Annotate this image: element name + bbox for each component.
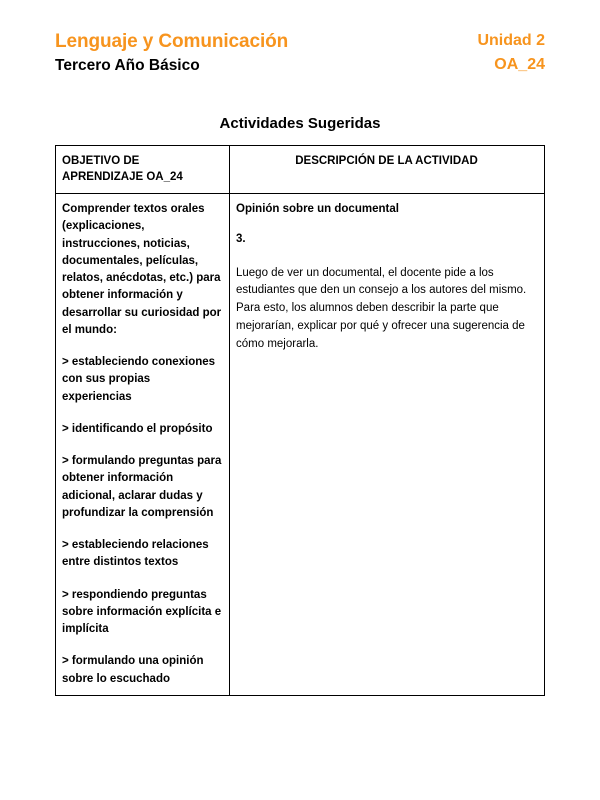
objective-bullet: > estableciendo relaciones entre distintos textos <box>62 539 209 569</box>
grade-title: Tercero Año Básico <box>55 56 200 74</box>
objective-bullet: > identificando el propósito <box>62 422 213 435</box>
objective-intro: Comprender textos orales (explicaciones, instrucciones, noticias, documentales, películas, relatos, anécdotas, etc.) para obtener información y desarrollar su curiosidad por el mundo: <box>62 203 222 336</box>
section-title: Actividades Sugeridas <box>219 114 381 132</box>
unit-title: Unidad 2 <box>477 32 545 49</box>
objective-cell <box>56 194 230 696</box>
oa-code-title: OA_24 <box>494 56 545 73</box>
table-header-row <box>56 145 545 193</box>
header-left-group <box>55 30 288 77</box>
activity-body: Luego de ver un documental, el docente pide a los estudiantes que den un consejo a los autores del mismo. Para esto, los alumnos deben describir la parte que mejorarían, explicar por qué y ofrecer una sugerencia de cómo mejorarla. <box>236 266 527 350</box>
activity-title: Opinión sobre un documental <box>236 203 399 216</box>
subject-title: Lenguaje y Comunicación <box>55 31 289 52</box>
activity-number: 3. <box>236 232 246 245</box>
header-right-group <box>477 30 545 76</box>
description-cell <box>230 194 545 696</box>
objective-bullet: > formulando preguntas para obtener información adicional, aclarar dudas y profundizar la comprensión <box>62 455 222 519</box>
column-header-description: DESCRIPCIÓN DE LA ACTIVIDAD <box>230 145 545 193</box>
objective-bullet: > estableciendo conexiones con sus propias experiencias <box>62 356 216 403</box>
column-header-objective: OBJETIVO DE APRENDIZAJE OA_24 <box>56 145 230 193</box>
activity-table <box>55 145 545 696</box>
document-header <box>55 30 545 77</box>
table-row <box>56 194 545 696</box>
objective-bullet: > formulando una opinión sobre lo escuchado <box>62 655 204 685</box>
objective-bullet: > respondiendo preguntas sobre información explícita e implícita <box>62 588 222 636</box>
